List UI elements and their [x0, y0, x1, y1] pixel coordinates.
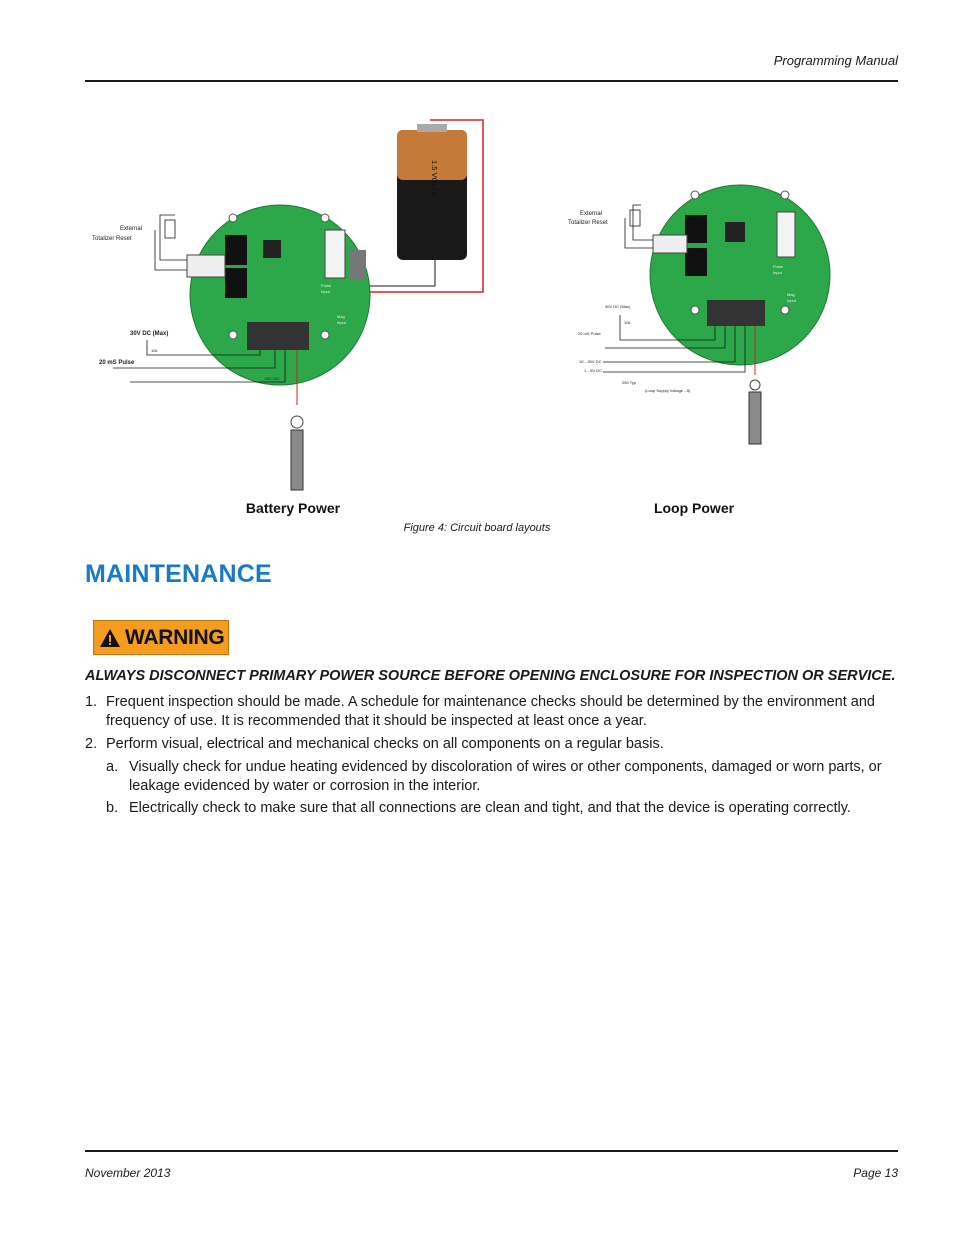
sub-list-item-letter: a. [106, 759, 119, 775]
svg-text:Pulse: Pulse [321, 283, 332, 288]
battery-resistor: 10k [151, 348, 158, 353]
loop-resistor: 10k [624, 320, 631, 325]
section-title: MAINTENANCE [85, 560, 272, 588]
svg-text:Input: Input [321, 289, 330, 294]
battery-power-label: Battery Power [245, 500, 341, 516]
loop-voltage: 30V DC (Max) [605, 304, 631, 309]
svg-text:Mag: Mag [337, 314, 345, 319]
list-item-text: Frequent inspection should be made. A schedule for maintenance checks should be determined by the environment and frequency of use. It is recommended that it should be inspected at least once a year. [106, 694, 875, 729]
loop-load: 250 Typ [622, 380, 637, 385]
loop-power-diagram [568, 185, 830, 516]
footer-rule [85, 1150, 898, 1152]
battery-text: 1.5 VOLTS [430, 160, 439, 197]
battery-reset-label-2: Totalizer Reset [92, 236, 132, 242]
warning-badge [93, 620, 229, 655]
battery-voltage: 30V DC (Max) [130, 331, 169, 337]
loop-signal: 1…5V DC [584, 368, 603, 373]
battery-reset-label-1: External [120, 226, 143, 232]
loop-power-label: Loop Power [653, 500, 735, 516]
battery-pulse: 20 mS Pulse [99, 360, 135, 366]
svg-text:Input: Input [787, 298, 796, 303]
sub-list-item-text: Electrically check to make sure that all connections are clean and tight, and that the device is operating correctly. [129, 800, 851, 816]
header-title: Programming Manual [773, 53, 898, 68]
battery-icon [397, 124, 467, 260]
sub-list-item-text: Visually check for undue heating evidenced by discoloration of wires or other components, damaged or worn parts, or leakage evidenced by water or corrosion in the interior. [129, 759, 882, 794]
loop-formula: (Loop Supply Voltage - 8) [645, 388, 691, 393]
loop-reset-label-1: External [580, 211, 603, 217]
loop-reset-label-2: Totalizer Reset [568, 220, 608, 226]
warning-label: WARNING [125, 625, 225, 649]
sub-list-item-letter: b. [106, 800, 119, 816]
list-item-text: Perform visual, electrical and mechanical checks on all components on a regular basis. [106, 736, 664, 752]
svg-text:Input: Input [337, 320, 346, 325]
battery-power-diagram [92, 120, 483, 516]
list-item-number: 1. [85, 694, 98, 710]
caution-statement: ALWAYS DISCONNECT PRIMARY POWER SOURCE BEFORE OPENING ENCLOSURE FOR INSPECTION OR SERVICE. [85, 668, 896, 684]
list-item-number: 2. [85, 736, 98, 752]
loop-board [650, 185, 830, 365]
footer-date: November 2013 [85, 1166, 171, 1180]
loop-pulse: 20 mS Pulse [578, 331, 601, 336]
circuit-board-figure [85, 100, 898, 520]
header-rule [85, 80, 898, 82]
warning-triangle-icon [99, 628, 121, 648]
battery-nc: N/C N/C [265, 376, 280, 381]
loop-supply: 10…30V DC [579, 359, 602, 364]
figure-caption: Figure 4: Circuit board layouts [403, 522, 551, 534]
svg-text:Input: Input [773, 270, 782, 275]
footer-page-number: Page 13 [853, 1166, 898, 1180]
svg-text:Mag: Mag [787, 292, 795, 297]
svg-text:Pulse: Pulse [773, 264, 784, 269]
